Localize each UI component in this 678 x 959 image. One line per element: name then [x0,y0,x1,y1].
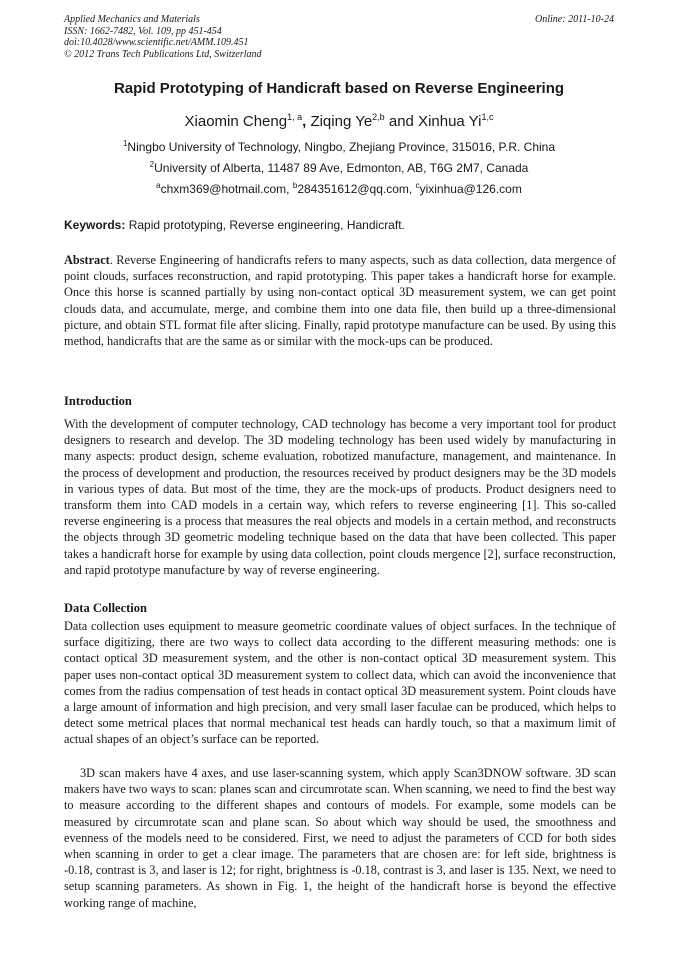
abstract [64,252,616,349]
introduction-paragraph: With the development of computer technology, CAD technology has become a very important tool for product designers to research and develop. The 3D modeling technology has been used widely by manufacturing in many aspects: product design, scheme evaluation, robotized manufacture, management, and maintenance. In the process of development and production, the resources received by product designers may be the 3D models in various types of data. But most of the time, they are the mock-ups of products. Product designers need to transform them into CAD models in a certain way, which refers to reverse engineering [1]. This so-called reverse engineering is a process that measures the real objects and models in a certain method, and reconstructs the objects through 3D geometric modeling technique based on the data that have been collected. This paper takes a handicraft horse for example by using data collection, point clouds mergence [2], surface reconstruction, and rapid prototype manufacture by way of reverse engineering. [64,417,616,577]
email-text: 284351612@qq.com, [297,182,413,196]
email-sup: b [292,181,298,190]
data-collection-paragraph: Data collection uses equipment to measure geometric coordinate values of object surfaces. In the technique of surface digitizing, there are two ways to collect data according to the different measuring methods: one is contact optical 3D measurement system, and the other is non-contact optical 3D measurement system. This paper uses non-contact optical 3D measurement system to collect data, which can avoid the inconvenience that comes from the radius compensation of test heads in contact optical 3D measurement system. Point clouds have a large amount of information and high precision, and very small laser faculae can be produced, which helps to detect some metrical places that normal mechanical test heads can hardly touch, so that a maximum limit of actual shapes of an object’s surface can be reported. [64,619,616,747]
section-heading-introduction: Introduction [64,394,132,408]
affiliation-sup: 1 [122,139,128,148]
author-sup: 1, a [287,112,303,122]
affiliation [0,139,678,154]
abstract-label: Abstract [64,253,110,267]
copyright-line: © 2012 Trans Tech Publications Ltd, Switzerland [64,48,262,60]
email-text: yixinhua@126.com [419,182,522,196]
affiliation-text: University of Alberta, 11487 89 Ave, Edmonton, AB, T6G 2M7, Canada [154,161,529,175]
section-heading-data-collection: Data Collection [64,601,147,615]
issn-line: ISSN: 1662-7482, Vol. 109, pp 451-454 [64,25,222,37]
keywords [64,218,616,232]
running-header [64,14,262,60]
journal-name: Applied Mechanics and Materials [64,14,200,25]
email-sup: a [156,181,161,190]
affiliation-text: Ningbo University of Technology, Ningbo, Zhejiang Province, 315016, P.R. China [127,140,556,154]
affiliation-sup: 2 [149,160,155,169]
data-collection-paragraph: 3D scan makers have 4 axes, and use laser-scanning system, which apply Scan3DNOW software. 3D scan makers have two ways to scan: planes scan and circumrotate scan. When scanning, we need to find the best way to measure according to the different shapes and contours of models. For example, some models can be measured by circumrotate scan and plane scan. So about which way should be used, the smoothness and evenness of the models need to be considered. First, we need to adjust the parameters of CCD for both sides when scanning in order to get a clear image. The parameters that are chosen are: for left side, brightness is -0.18, contrast is 3, and laser is 12; for right, brightness is -0.18, contrast is 3, and laser is 135. Next, we need to setup scanning parameters. As shown in Fig. 1, the height of the handicraft horse is beyond the effective working range of machine, [64,766,616,910]
author-sup: 2,b [372,112,385,122]
keywords-text: Rapid prototyping, Reverse engineering, Handicraft. [128,218,405,232]
doi-line: doi:10.4028/www.scientific.net/AMM.109.451 [64,37,249,48]
online-date: Online: 2011-10-24 [535,14,614,25]
email-sup: c [415,181,420,190]
author-name: Xinhua Yi [418,113,482,130]
author-name: Ziqing Ye [310,113,373,130]
affiliation [0,160,678,175]
author-line [0,112,678,130]
author-separator: and [388,113,414,130]
abstract-text: . Reverse Engineering of handicrafts refers to many aspects, such as data collection, data mergence of point clouds, surfaces reconstruction, and rapid prototyping. This paper takes a handicraft horse for example. Once this horse is scanned partially by using non-contact optical 3D measurement system, we can get point clouds data, and accumulate, merge, and combine them into one data file, then build up a three-dimensional picture, and obtain STL format file after slicing. Finally, rapid prototype manufacture can be used. By using this method, handicrafts that are the same as or similar with the mock-ups can be produced. [64,253,616,349]
email-text: chxm369@hotmail.com, [160,182,290,196]
email-line [0,181,678,196]
author-separator: , [302,113,307,130]
author-sup: 1,c [481,112,494,122]
keywords-label: Keywords: [64,218,126,232]
author-name: Xiaomin Cheng [184,113,288,130]
paper-title: Rapid Prototyping of Handicraft based on Reverse Engineering [113,80,565,97]
